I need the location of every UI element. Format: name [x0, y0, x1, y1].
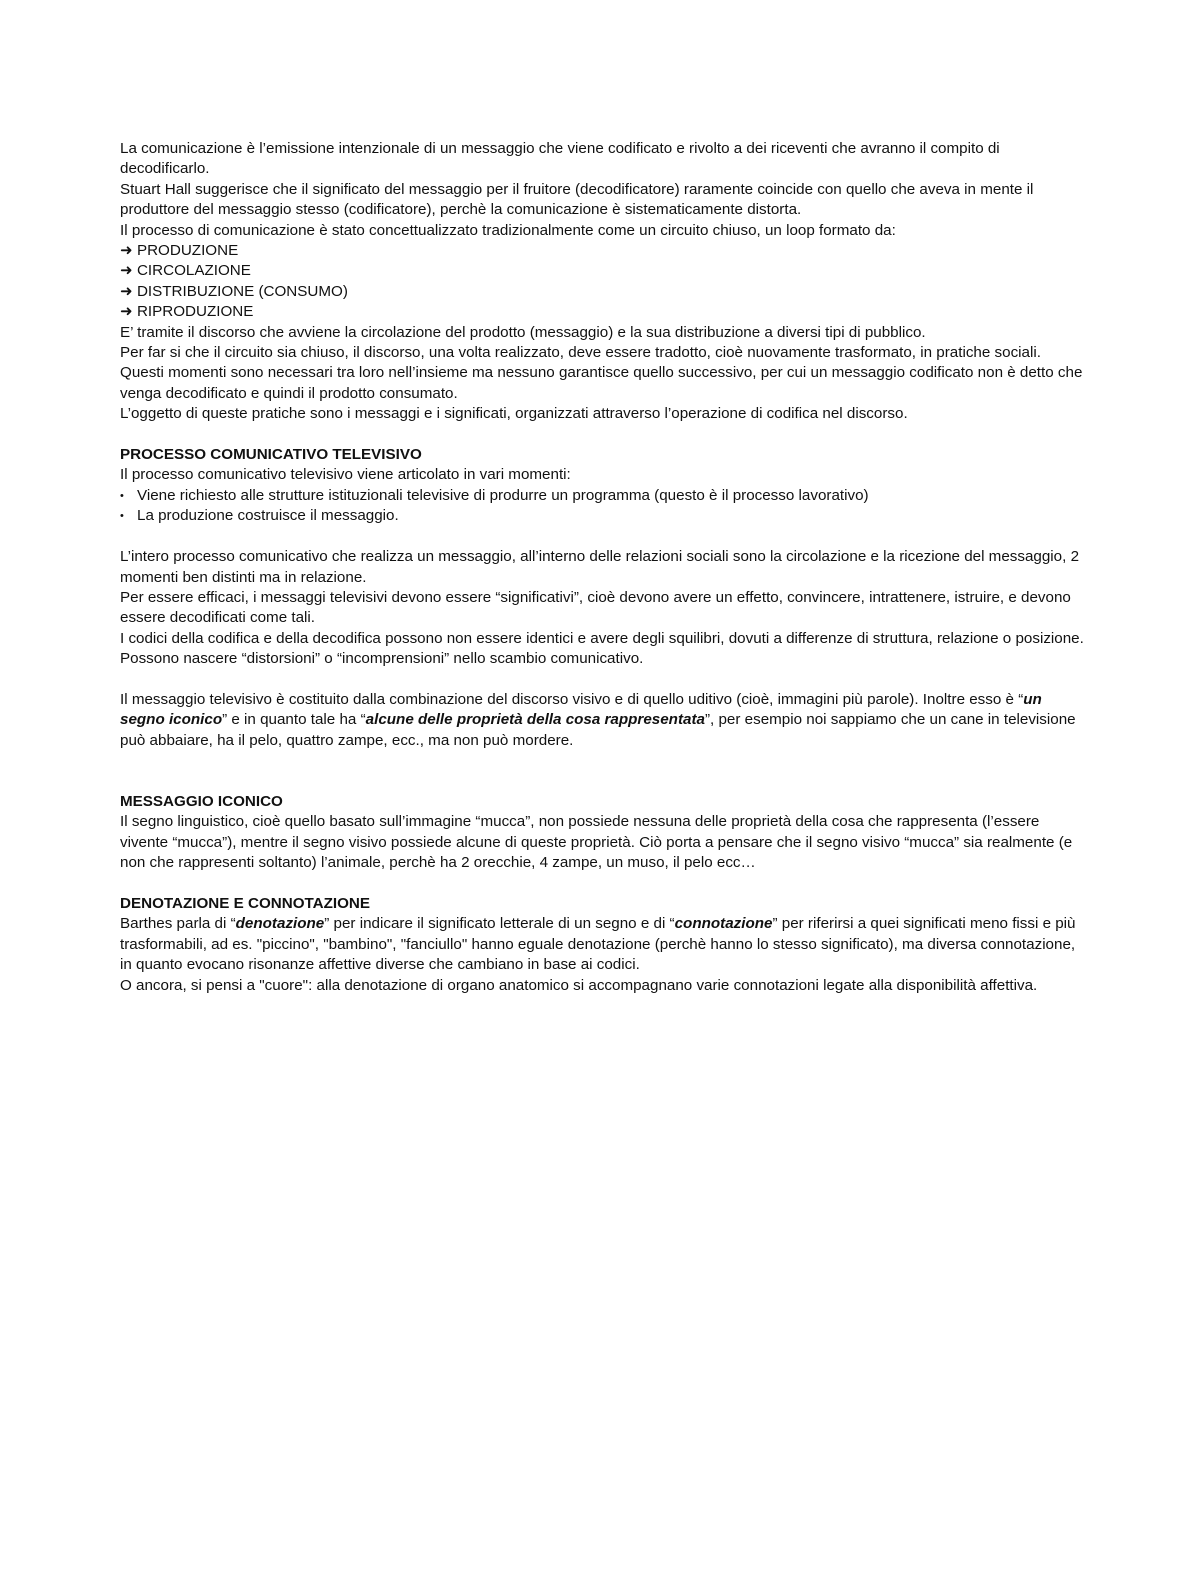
circuit-step: ➜ PRODUZIONE — [120, 242, 239, 260]
iconic-paragraph: Il segno linguistico, cioè quello basato sull’immagine “mucca”, non possiede nessuna delle proprietà della cosa che rappresenta (l’essere vivente “mucca”), mentre il segno visivo possiede alcune di queste proprietà. Ciò porta a pensare che il segno visivo “mucca” sia realmente (e non che rappresenti soltanto) l’animale, perchè ha 2 orecchie, 4 zampe, un muso, il pelo ecc… — [120, 813, 1073, 872]
intro-paragraph: Stuart Hall suggerisce che il significato del messaggio per il fruitore (decodificatore) raramente coincide con quello che aveva in mente il produttore del messaggio stesso (codificatore), perchè la comunicazione è sistematicamente distorta. — [120, 180, 1034, 219]
circuit-step: ➜ CIRCOLAZIONE — [120, 262, 251, 280]
tv-message-paragraph — [120, 690, 1088, 751]
paragraph-spacer — [120, 751, 1088, 792]
paragraph-spacer — [120, 874, 1088, 894]
section-heading-iconic: MESSAGGIO ICONICO — [120, 792, 283, 810]
text-run: Il messaggio televisivo è costituito dalla combinazione del discorso visivo e di quello uditivo (cioè, immagini più parole). Inoltre esso è “ — [120, 690, 1024, 708]
intro-paragraph: Il processo di comunicazione è stato concettualizzato tradizionalmente come un circuito chiuso, un loop formato da: — [120, 221, 896, 239]
circuit-step: ➜ DISTRIBUZIONE (CONSUMO) — [120, 282, 348, 300]
emphasis-denotation: denotazione — [235, 915, 325, 933]
circuit-step: ➜ RIPRODUZIONE — [120, 303, 254, 321]
tv-paragraph: L’intero processo comunicativo che realizza un messaggio, all’interno delle relazioni sociali sono la circolazione e la ricezione del messaggio, 2 momenti ben distinti ma in relazione. — [120, 548, 1080, 586]
tv-paragraph: I codici della codifica e della decodifica possono non essere identici e avere degli squilibri, dovuti a differenze di struttura, relazione o posizione. Possono nascere “distorsioni” o “incomprensioni” nello scambio comunicativo. — [120, 629, 1084, 668]
text-run: ” per riferirsi a quei significati meno fissi e più trasformabili, ad es. "piccino", "bambino", "fanciullo" hanno eguale denotazione (perchè hanno lo stesso significato), ma diversa connotazione, in quanto evocano risonanze affettive diverse che cambiano in base ai codici. — [120, 915, 1076, 974]
tv-bullet-item — [120, 506, 1088, 526]
emphasis-properties: alcune delle proprietà della cosa rappresentata — [365, 711, 705, 729]
denotation-paragraph: O ancora, si pensi a "cuore": alla denotazione di organo anatomico si accompagnano varie connotazioni legate alla disponibilità affettiva. — [120, 976, 1038, 994]
tv-paragraph: Per essere efficaci, i messaggi televisivi devono essere “significativi”, cioè devono avere un effetto, convincere, intrattenere, istruire, e devono essere decodificati come tali. — [120, 588, 1071, 627]
bullet-icon: • — [120, 489, 124, 502]
intro-paragraph: Per far si che il circuito sia chiuso, il discorso, una volta realizzato, deve essere tradotto, cioè nuovamente trasformato, in pratiche sociali. Questi momenti sono necessari tra loro nell’insieme ma nessuno garantisce quello successivo, per cui un messaggio codificato non è detto che venga decodificato e quindi il prodotto consumato. — [120, 344, 1083, 402]
emphasis-connotation: connotazione — [674, 915, 773, 933]
tv-bullet-item — [120, 486, 1088, 506]
bullet-text: Viene richiesto alle strutture istituzionali televisive di produrre un programma (questo è il processo lavorativo) — [137, 486, 869, 504]
text-run: Barthes parla di “ — [120, 915, 236, 933]
text-run: ” per indicare il significato letterale di un segno e di “ — [324, 915, 675, 933]
text-run: ”, per esempio noi sappiamo che un cane in televisione può abbaiare, ha il pelo, quattro zampe, ecc., ma non può mordere. — [120, 711, 1076, 749]
paragraph-spacer — [120, 527, 1088, 547]
text-run: ” e in quanto tale ha “ — [222, 711, 366, 729]
intro-paragraph: L’oggetto di queste pratiche sono i messaggi e i significati, organizzati attraverso l’operazione di codifica nel discorso. — [120, 405, 908, 423]
intro-paragraph: E’ tramite il discorso che avviene la circolazione del prodotto (messaggio) e la sua distribuzione a diversi tipi di pubblico. — [120, 323, 926, 341]
document-page — [120, 139, 1088, 996]
intro-paragraph: La comunicazione è l’emissione intenzionale di un messaggio che viene codificato e rivolto a dei riceventi che avranno il compito di decodificarlo. — [120, 140, 1000, 178]
paragraph-spacer — [120, 425, 1088, 445]
section-heading-denotation: DENOTAZIONE E CONNOTAZIONE — [120, 894, 371, 912]
paragraph-spacer — [120, 670, 1088, 690]
emphasis-iconic-sign: un segno iconico — [120, 690, 1042, 729]
section-heading-tv: PROCESSO COMUNICATIVO TELEVISIVO — [120, 446, 422, 464]
denotation-paragraph — [120, 914, 1088, 975]
bullet-icon: • — [120, 510, 124, 523]
bullet-text: La produzione costruisce il messaggio. — [137, 507, 399, 525]
tv-lead: Il processo comunicativo televisivo viene articolato in vari momenti: — [120, 466, 571, 484]
